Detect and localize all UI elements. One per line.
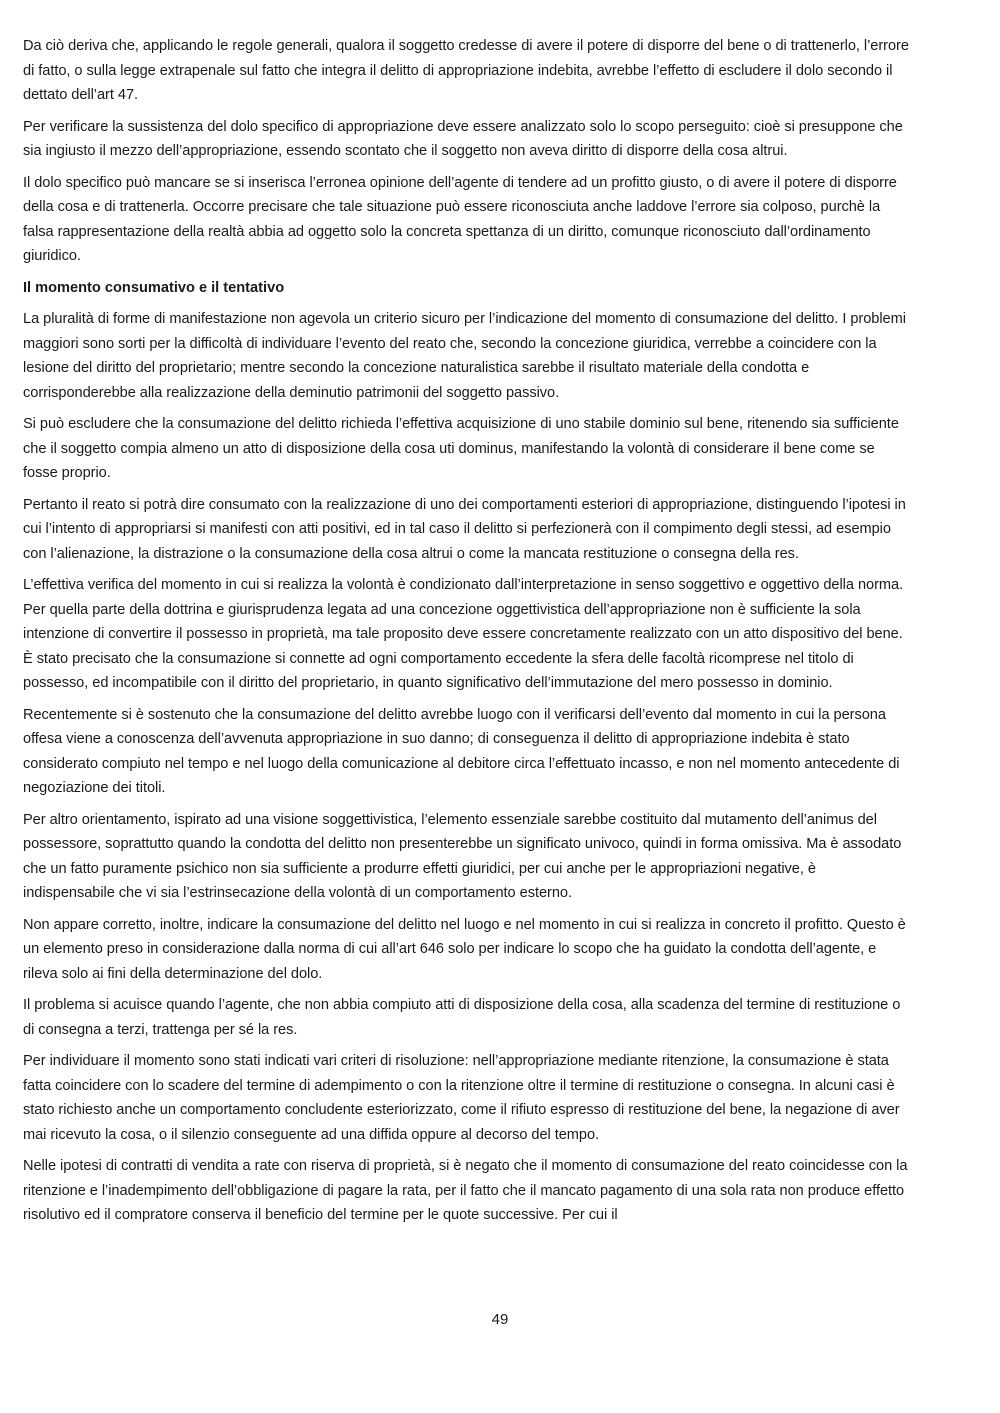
paragraph: L’effettiva verifica del momento in cui si realizza la volontà è condizionato dall’interpretazione in senso soggettivo e oggettivo della norma. Per quella parte della dottrina e giurisprudenza legata ad una concezione oggettivistica dell’appropriazione non è sufficiente la sola intenzione di convertire il possesso in proprietà, ma tale proposito deve essere concretamente realizzato con un atto dispositivo del bene. È stato precisato che la consumazione si connette ad ogni comportamento eccedente la sfera delle facoltà ricomprese nel titolo di possesso, ed incompatibile con il diritto del proprietario, in quanto significativo dell’immutazione del mero possesso in dominio. xyxy=(23,577,904,691)
paragraph: Nelle ipotesi di contratti di vendita a rate con riserva di proprietà, si è negato che il momento di consumazione del reato coincidesse con la ritenzione e l’inadempimento dell’obbligazione di pagare la rata, per il fatto che il mancato pagamento di una sola rata non produce effetto risolutivo ed il compratore conserva il beneficio del termine per le quote successive. Per cui il xyxy=(23,1158,908,1223)
paragraph: Da ciò deriva che, applicando le regole generali, qualora il soggetto credesse di avere il potere di disporre del bene o di trattenerlo, l’errore di fatto, o sulla legge extrapenale sul fatto che integra il delitto di appropriazione indebita, avrebbe l’effetto di escludere il dolo secondo il dettato dell’art 47. xyxy=(23,38,909,103)
paragraph: Il problema si acuisce quando l’agente, che non abbia compiuto atti di disposizione della cosa, alla scadenza del termine di restituzione o di consegna a terzi, trattenga per sé la res. xyxy=(23,997,901,1038)
paragraph: La pluralità di forme di manifestazione non agevola un criterio sicuro per l’indicazione del momento di consumazione del delitto. I problemi maggiori sono sorti per la difficoltà di individuare l’evento del reato che, secondo la concezione giuridica, verrebbe a coincidere con la lesione del diritto del proprietario; mentre secondo la concezione naturalistica sarebbe il risultato materiale della condotta e corrisponderebbe alla realizzazione della deminutio patrimonii del soggetto passivo. xyxy=(23,311,906,401)
page-body xyxy=(23,34,910,1235)
paragraph: Per verificare la sussistenza del dolo specifico di appropriazione deve essere analizzato solo lo scopo perseguito: cioè si presuppone che sia ingiusto il mezzo dell’appropriazione, essendo scontato che il soggetto non aveva diritto di disporre della cosa altrui. xyxy=(23,118,903,159)
paragraph: Il dolo specifico può mancare se si inserisca l’erronea opinione dell’agente di tendere ad un profitto giusto, o di avere il potere di disporre della cosa e di trattenerla. Occorre precisare che tale situazione può essere riconosciuta anche laddove l’errore sia colposo, purchè la falsa rappresentazione della realtà abbia ad oggetto solo la concreta spettanza di un diritto, comunque riconosciuto dall’ordinamento giuridico. xyxy=(23,174,897,264)
section-heading: Il momento consumativo e il tentativo xyxy=(23,279,285,296)
paragraph: Per altro orientamento, ispirato ad una visione soggettivistica, l’elemento essenziale sarebbe costituito dal mutamento dell’animus del possessore, soprattutto quando la condotta del delitto non presenterebbe un significato univoco, quindi in forma omissiva. Ma è assodato che un fatto puramente psichico non sia sufficiente a produrre effetti giuridici, per cui anche per le appropriazioni negative, è indispensabile che vi sia l’estrinsecazione della volontà di un comportamento esterno. xyxy=(23,811,902,901)
paragraph: Si può escludere che la consumazione del delitto richieda l’effettiva acquisizione di uno stabile dominio sul bene, ritenendo sia sufficiente che il soggetto compia almeno un atto di disposizione della cosa uti dominus, manifestando la volontà di considerare il bene come se fosse proprio. xyxy=(23,416,899,481)
paragraph: Per individuare il momento sono stati indicati vari criteri di risoluzione: nell’appropriazione mediante ritenzione, la consumazione è stata fatta coincidere con lo scadere del termine di adempimento o con la ritenzione oltre il termine di restituzione o consegna. In alcuni casi è stato richiesto anche un comportamento concludente esteriorizzato, come il rifiuto espresso di restituzione del bene, la negazione di aver mai ricevuto la cosa, o il silenzio conseguente ad una diffida oppure al decorso del tempo. xyxy=(23,1053,900,1143)
paragraph: Pertanto il reato si potrà dire consumato con la realizzazione di uno dei comportamenti esteriori di appropriazione, distinguendo l’ipotesi in cui l’intento di appropriarsi si manifesti con atti positivi, ed in tal caso il delitto si perfezionerà con il compimento degli stessi, ad esempio con l’alienazione, la distrazione o la consumazione della cosa altrui o come la mancata restituzione o consegna della res. xyxy=(23,496,906,562)
page-number: 49 xyxy=(491,1311,509,1328)
paragraph: Recentemente si è sostenuto che la consumazione del delitto avrebbe luogo con il verificarsi dell’evento dal momento in cui la persona offesa viene a conoscenza dell’avvenuta appropriazione in suo danno; di conseguenza il delitto di appropriazione indebita è stato considerato compiuto nel tempo e nel luogo della comunicazione al debitore circa l’effettuato incasso, e non nel momento antecedente di negoziazione dei titoli. xyxy=(23,706,900,796)
paragraph: Non appare corretto, inoltre, indicare la consumazione del delitto nel luogo e nel momento in cui si realizza in concreto il profitto. Questo è un elemento preso in considerazione dalla norma di cui all’art 646 solo per indicare lo scopo che ha guidato la condotta dell’agente, e rileva solo ai fini della determinazione del dolo. xyxy=(23,916,906,982)
